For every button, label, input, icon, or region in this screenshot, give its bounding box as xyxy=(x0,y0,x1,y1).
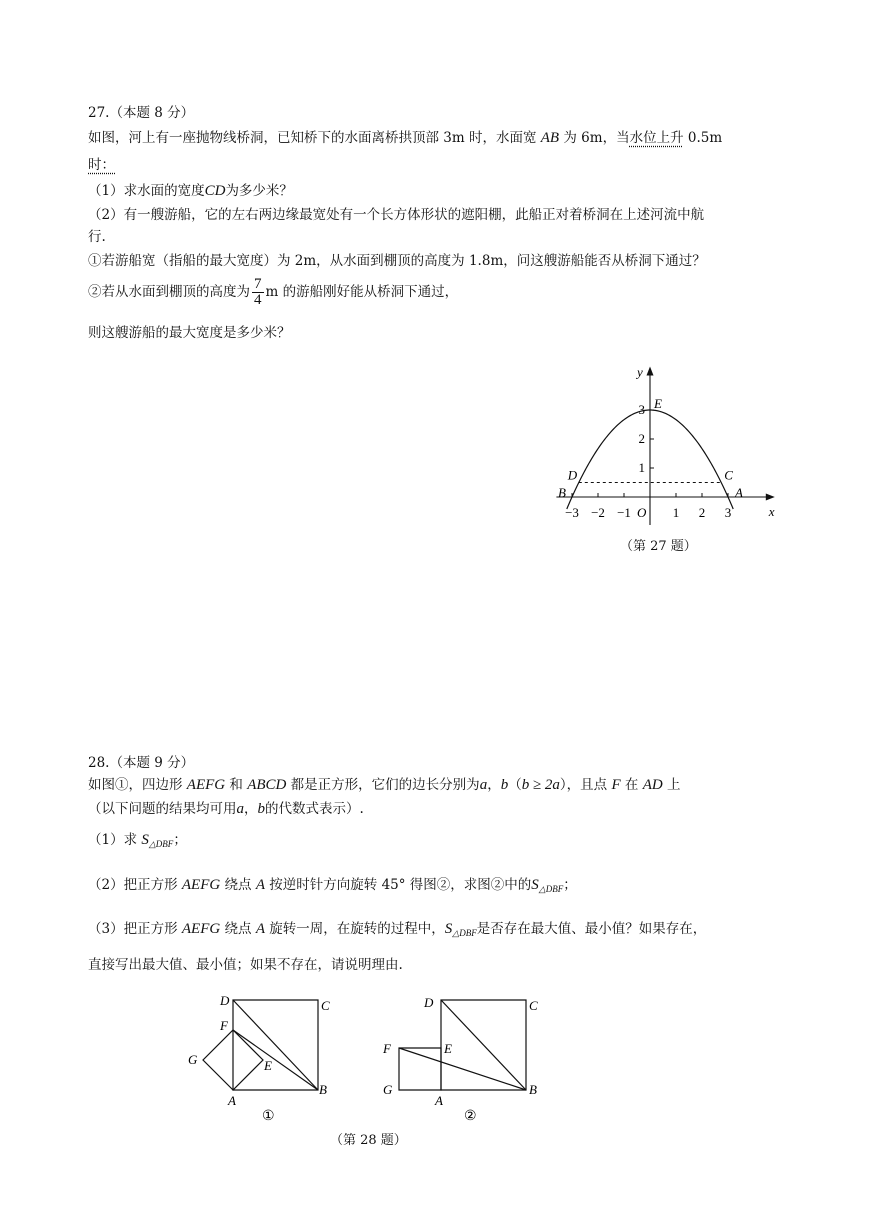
y-tick-label: 3 xyxy=(638,402,645,417)
var-b: b xyxy=(257,801,265,817)
label-c: C xyxy=(321,998,330,1013)
point-a: A xyxy=(255,921,265,937)
q27-line2 xyxy=(88,156,115,174)
x-axis-arrow xyxy=(766,494,775,501)
paren-close: ），且点 xyxy=(559,777,612,793)
label-b: B xyxy=(319,1082,327,1097)
q28-line2-a: （以下问题的结果均可用 xyxy=(88,801,237,817)
q27-line1-c: 0.5m xyxy=(683,130,723,146)
q28-part2-c: 按逆时针方向旋转 45° 得图②，求图②中的 xyxy=(264,877,532,893)
condition-b-ge-2a: b ≥ 2a xyxy=(521,777,560,793)
label-f: F xyxy=(220,1018,228,1033)
y-axis-arrow xyxy=(647,367,654,376)
figure-1-label: ① xyxy=(262,1109,275,1124)
comma: ， xyxy=(487,777,501,793)
label-f-2: F xyxy=(383,1041,391,1056)
label-e: E xyxy=(264,1058,272,1073)
label-g: G xyxy=(188,1052,198,1067)
segment-cd: CD xyxy=(204,183,226,199)
q27-part1-b: 为多少米？ xyxy=(225,183,293,199)
square-aefg: AEFG xyxy=(181,877,221,893)
q27-sub2-line2: 则这艘游船的最大宽度是多少米？ xyxy=(88,325,291,341)
point-a: A xyxy=(255,877,265,893)
q28-line1-d: 在 xyxy=(620,777,643,793)
label-d: D xyxy=(567,467,578,483)
q27-part1-a: （1）求水面的宽度 xyxy=(88,183,205,199)
q28-line2-b: 的代数式表示）. xyxy=(265,801,364,817)
var-b: b xyxy=(500,777,509,793)
fraction-numerator: 7 xyxy=(254,276,262,292)
q28-part2-a: （2）把正方形 xyxy=(88,877,182,893)
segment-ab: AB xyxy=(540,130,560,146)
q28-part1-b: ； xyxy=(173,832,187,848)
label-a: A xyxy=(228,1093,236,1108)
q27-part1 xyxy=(88,182,293,200)
q28-line2 xyxy=(88,800,364,818)
area-symbol: S xyxy=(141,832,149,848)
label-d: D xyxy=(220,993,230,1008)
q28-part3-b: 旋转一周，在旋转的过程中， xyxy=(264,921,445,937)
area-symbol: S xyxy=(444,921,453,937)
q27-line1 xyxy=(88,129,722,147)
q27-line1-a: 如图，河上有一座抛物线桥洞，已知桥下的水面离桥拱顶部 3m 时，水面宽 xyxy=(88,130,541,146)
q27-sub2 xyxy=(88,274,458,310)
x-axis-label: x xyxy=(768,504,775,519)
q28-part2-d: ； xyxy=(563,877,577,893)
q28-line1 xyxy=(88,776,681,794)
q28-line1-b: 和 xyxy=(225,777,248,793)
x-tick-label: 3 xyxy=(724,505,732,520)
origin-label: O xyxy=(637,505,647,520)
label-c-2: C xyxy=(529,998,538,1013)
q27-part2-line1: （2）有一艘游船，它的左右两边缘最宽处有一个长方体形状的遮阳棚，此船正对着桥洞在上述河流中航 xyxy=(88,207,705,223)
area-subscript: △DBF xyxy=(148,839,174,849)
label-d-2: D xyxy=(424,995,434,1010)
x-tick-label: −2 xyxy=(591,505,605,520)
label-b: B xyxy=(558,485,566,500)
q27-header: 27.（本题 8 分） xyxy=(88,105,195,121)
square-aefg-shape-2 xyxy=(399,1048,441,1090)
emphasis-dotted: 水位上升 xyxy=(629,130,684,146)
segment-fb xyxy=(233,1030,318,1090)
label-c: C xyxy=(724,467,733,483)
q28-part1 xyxy=(88,831,187,853)
y-tick-label: 1 xyxy=(638,460,645,475)
label-a: A xyxy=(735,485,743,500)
q28-part3-a: （3）把正方形 xyxy=(88,921,182,937)
square-aefg: AEFG xyxy=(186,777,226,793)
x-tick-label: 2 xyxy=(698,505,706,520)
figure-2-label: ② xyxy=(464,1109,477,1124)
parabola-chart xyxy=(540,345,790,525)
y-tick-label: 2 xyxy=(638,431,645,446)
label-e: E xyxy=(654,396,662,411)
q27-sub2-a: ②若从水面到棚顶的高度为 xyxy=(88,284,250,300)
fraction-seven-fourths xyxy=(252,277,264,308)
x-tick-label: −1 xyxy=(617,505,631,520)
label-e-2: E xyxy=(444,1041,452,1056)
area-symbol: S xyxy=(531,877,539,893)
label-g-2: G xyxy=(383,1082,393,1097)
q28-header: 28.（本题 9 分） xyxy=(88,755,195,771)
x-tick-label: −3 xyxy=(565,505,579,520)
x-tick-label: 1 xyxy=(672,505,680,520)
q28-line1-a: 如图①，四边形 xyxy=(88,777,187,793)
y-axis-label: y xyxy=(637,364,643,380)
q27-line1-b: 为 6m，当 xyxy=(559,130,630,146)
fraction-denominator: 4 xyxy=(254,292,262,308)
q27-part2-line2: 行. xyxy=(88,229,106,245)
q28-part3-c: 是否存在最大值、最小值？如果存在， xyxy=(476,921,707,937)
q27-sub2-b: m 的游船刚好能从桥洞下通过， xyxy=(265,284,459,300)
figure-1 xyxy=(180,990,350,1125)
q27-figure-caption: （第 27 题） xyxy=(620,539,697,554)
figure-2 xyxy=(380,990,550,1125)
q27-line2-text: 时： xyxy=(88,157,115,173)
area-subscript: △DBF xyxy=(538,884,564,894)
label-b-2: B xyxy=(529,1082,537,1097)
q27-sub1: ①若游船宽（指船的最大宽度）为 2m，从水面到棚顶的高度为 1.8m，问这艘游船能否从桥洞下通过？ xyxy=(88,253,706,269)
q28-part2 xyxy=(88,876,577,898)
q28-figure-caption: （第 28 题） xyxy=(330,1133,407,1148)
segment-ad: AD xyxy=(642,777,663,793)
paren-open: （ xyxy=(508,777,522,793)
label-a-2: A xyxy=(435,1093,443,1108)
comma: ， xyxy=(244,801,258,817)
square-aefg: AEFG xyxy=(181,921,221,937)
q28-part2-b: 绕点 xyxy=(220,877,256,893)
q28-line1-c: 都是正方形，它们的边长分别为 xyxy=(286,777,480,793)
q28-part3 xyxy=(88,920,706,942)
q28-part3-line2: 直接写出最大值、最小值；如果不存在，请说明理由. xyxy=(88,957,403,973)
var-a: a xyxy=(236,801,244,817)
area-subscript: △DBF xyxy=(452,928,477,938)
q28-part1-a: （1）求 xyxy=(88,832,142,848)
point-f: F xyxy=(611,777,621,793)
var-a: a xyxy=(479,777,488,793)
square-abcd: ABCD xyxy=(247,777,287,793)
q28-part3-around: 绕点 xyxy=(220,921,256,937)
q28-line1-e: 上 xyxy=(662,777,681,793)
